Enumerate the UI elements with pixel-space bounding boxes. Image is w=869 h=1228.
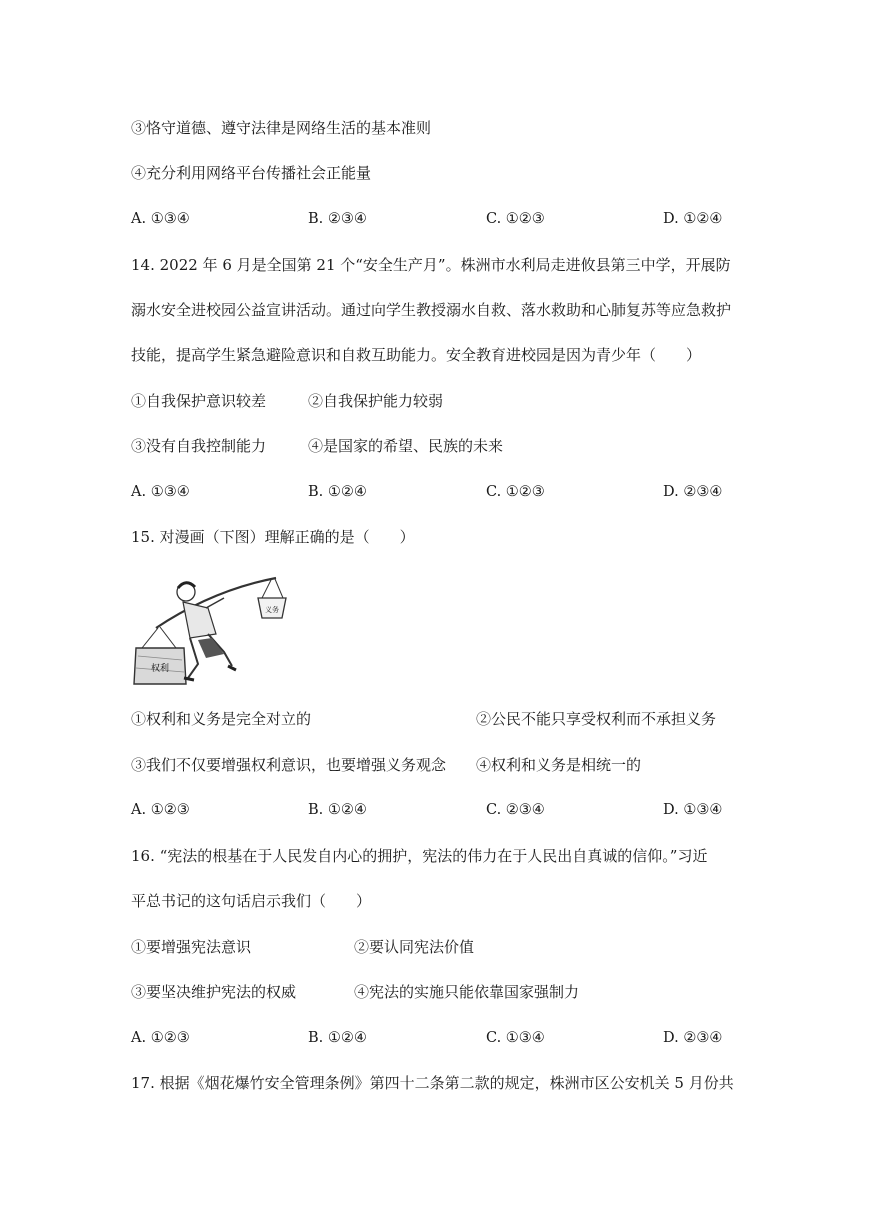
q13-option-d: D. ①②④ bbox=[663, 211, 723, 227]
q14-item-4: ④是国家的希望、民族的未来 bbox=[308, 437, 504, 455]
q13-option-b: B. ②③④ bbox=[308, 211, 367, 227]
q14-stem-line-3: 技能，提高学生紧急避险意识和自救互助能力。安全教育进校园是因为青少年（ ） bbox=[131, 346, 702, 364]
q13-option-c: C. ①②③ bbox=[486, 211, 545, 227]
q15-option-d: D. ①③④ bbox=[663, 802, 723, 818]
q16-item-2: ②要认同宪法价值 bbox=[354, 938, 475, 956]
q16-option-d: D. ②③④ bbox=[663, 1030, 723, 1046]
q17-stem-line-1: 17. 根据《烟花爆竹安全管理条例》第四十二条第二款的规定，株洲市区公安机关 5 月份共 bbox=[131, 1074, 734, 1092]
q15-item-2: ②公民不能只享受权利而不承担义务 bbox=[476, 710, 717, 728]
q14-stem-line-1: 14. 2022 年 6 月是全国第 21 个“安全生产月”。株洲市水利局走进攸县第三中学，开展防 bbox=[131, 256, 731, 274]
q16-option-c: C. ①③④ bbox=[486, 1030, 545, 1046]
obligation-basket-label: 义务 bbox=[265, 606, 279, 614]
q16-item-3: ③要坚决维护宪法的权威 bbox=[131, 983, 297, 1001]
q16-stem-line-2: 平总书记的这句话启示我们（ ） bbox=[131, 892, 372, 910]
q16-option-a: A. ①②③ bbox=[131, 1030, 190, 1046]
q15-option-c: C. ②③④ bbox=[486, 802, 545, 818]
q14-stem-line-2: 溺水安全进校园公益宣讲活动。通过向学生教授溺水自救、落水救助和心肺复苏等应急救护 bbox=[131, 301, 732, 319]
q13-option-a: A. ①③④ bbox=[131, 211, 190, 227]
q16-item-4: ④宪法的实施只能依靠国家强制力 bbox=[354, 983, 580, 1001]
q15-option-b: B. ①②④ bbox=[308, 802, 367, 818]
q16-option-b: B. ①②④ bbox=[308, 1030, 367, 1046]
q14-item-2: ②自我保护能力较弱 bbox=[308, 392, 444, 410]
q15-item-4: ④权利和义务是相统一的 bbox=[476, 756, 642, 774]
q14-item-1: ①自我保护意识较差 bbox=[131, 392, 267, 410]
q14-option-a: A. ①③④ bbox=[131, 484, 190, 500]
q14-option-d: D. ②③④ bbox=[663, 484, 723, 500]
rights-basket-label: 权利 bbox=[150, 664, 170, 674]
q15-stem: 15. 对漫画（下图）理解正确的是（ ） bbox=[131, 528, 415, 546]
q14-item-3: ③没有自我控制能力 bbox=[131, 437, 267, 455]
q16-stem-line-1: 16. “宪法的根基在于人民发自内心的拥护，宪法的伟力在于人民出自真诚的信仰。”习近 bbox=[131, 847, 708, 865]
q15-item-3: ③我们不仅要增强权利意识，也要增强义务观念 bbox=[131, 756, 447, 774]
q16-item-1: ①要增强宪法意识 bbox=[131, 938, 252, 956]
q14-option-b: B. ①②④ bbox=[308, 484, 367, 500]
q13-item-4: ④充分利用网络平台传播社会正能量 bbox=[131, 164, 372, 182]
q14-option-c: C. ①②③ bbox=[486, 484, 545, 500]
q15-item-1: ①权利和义务是完全对立的 bbox=[131, 710, 312, 728]
cartoon-image bbox=[128, 568, 298, 690]
q15-option-a: A. ①②③ bbox=[131, 802, 190, 818]
q13-item-3: ③恪守道德、遵守法律是网络生活的基本准则 bbox=[131, 119, 432, 137]
